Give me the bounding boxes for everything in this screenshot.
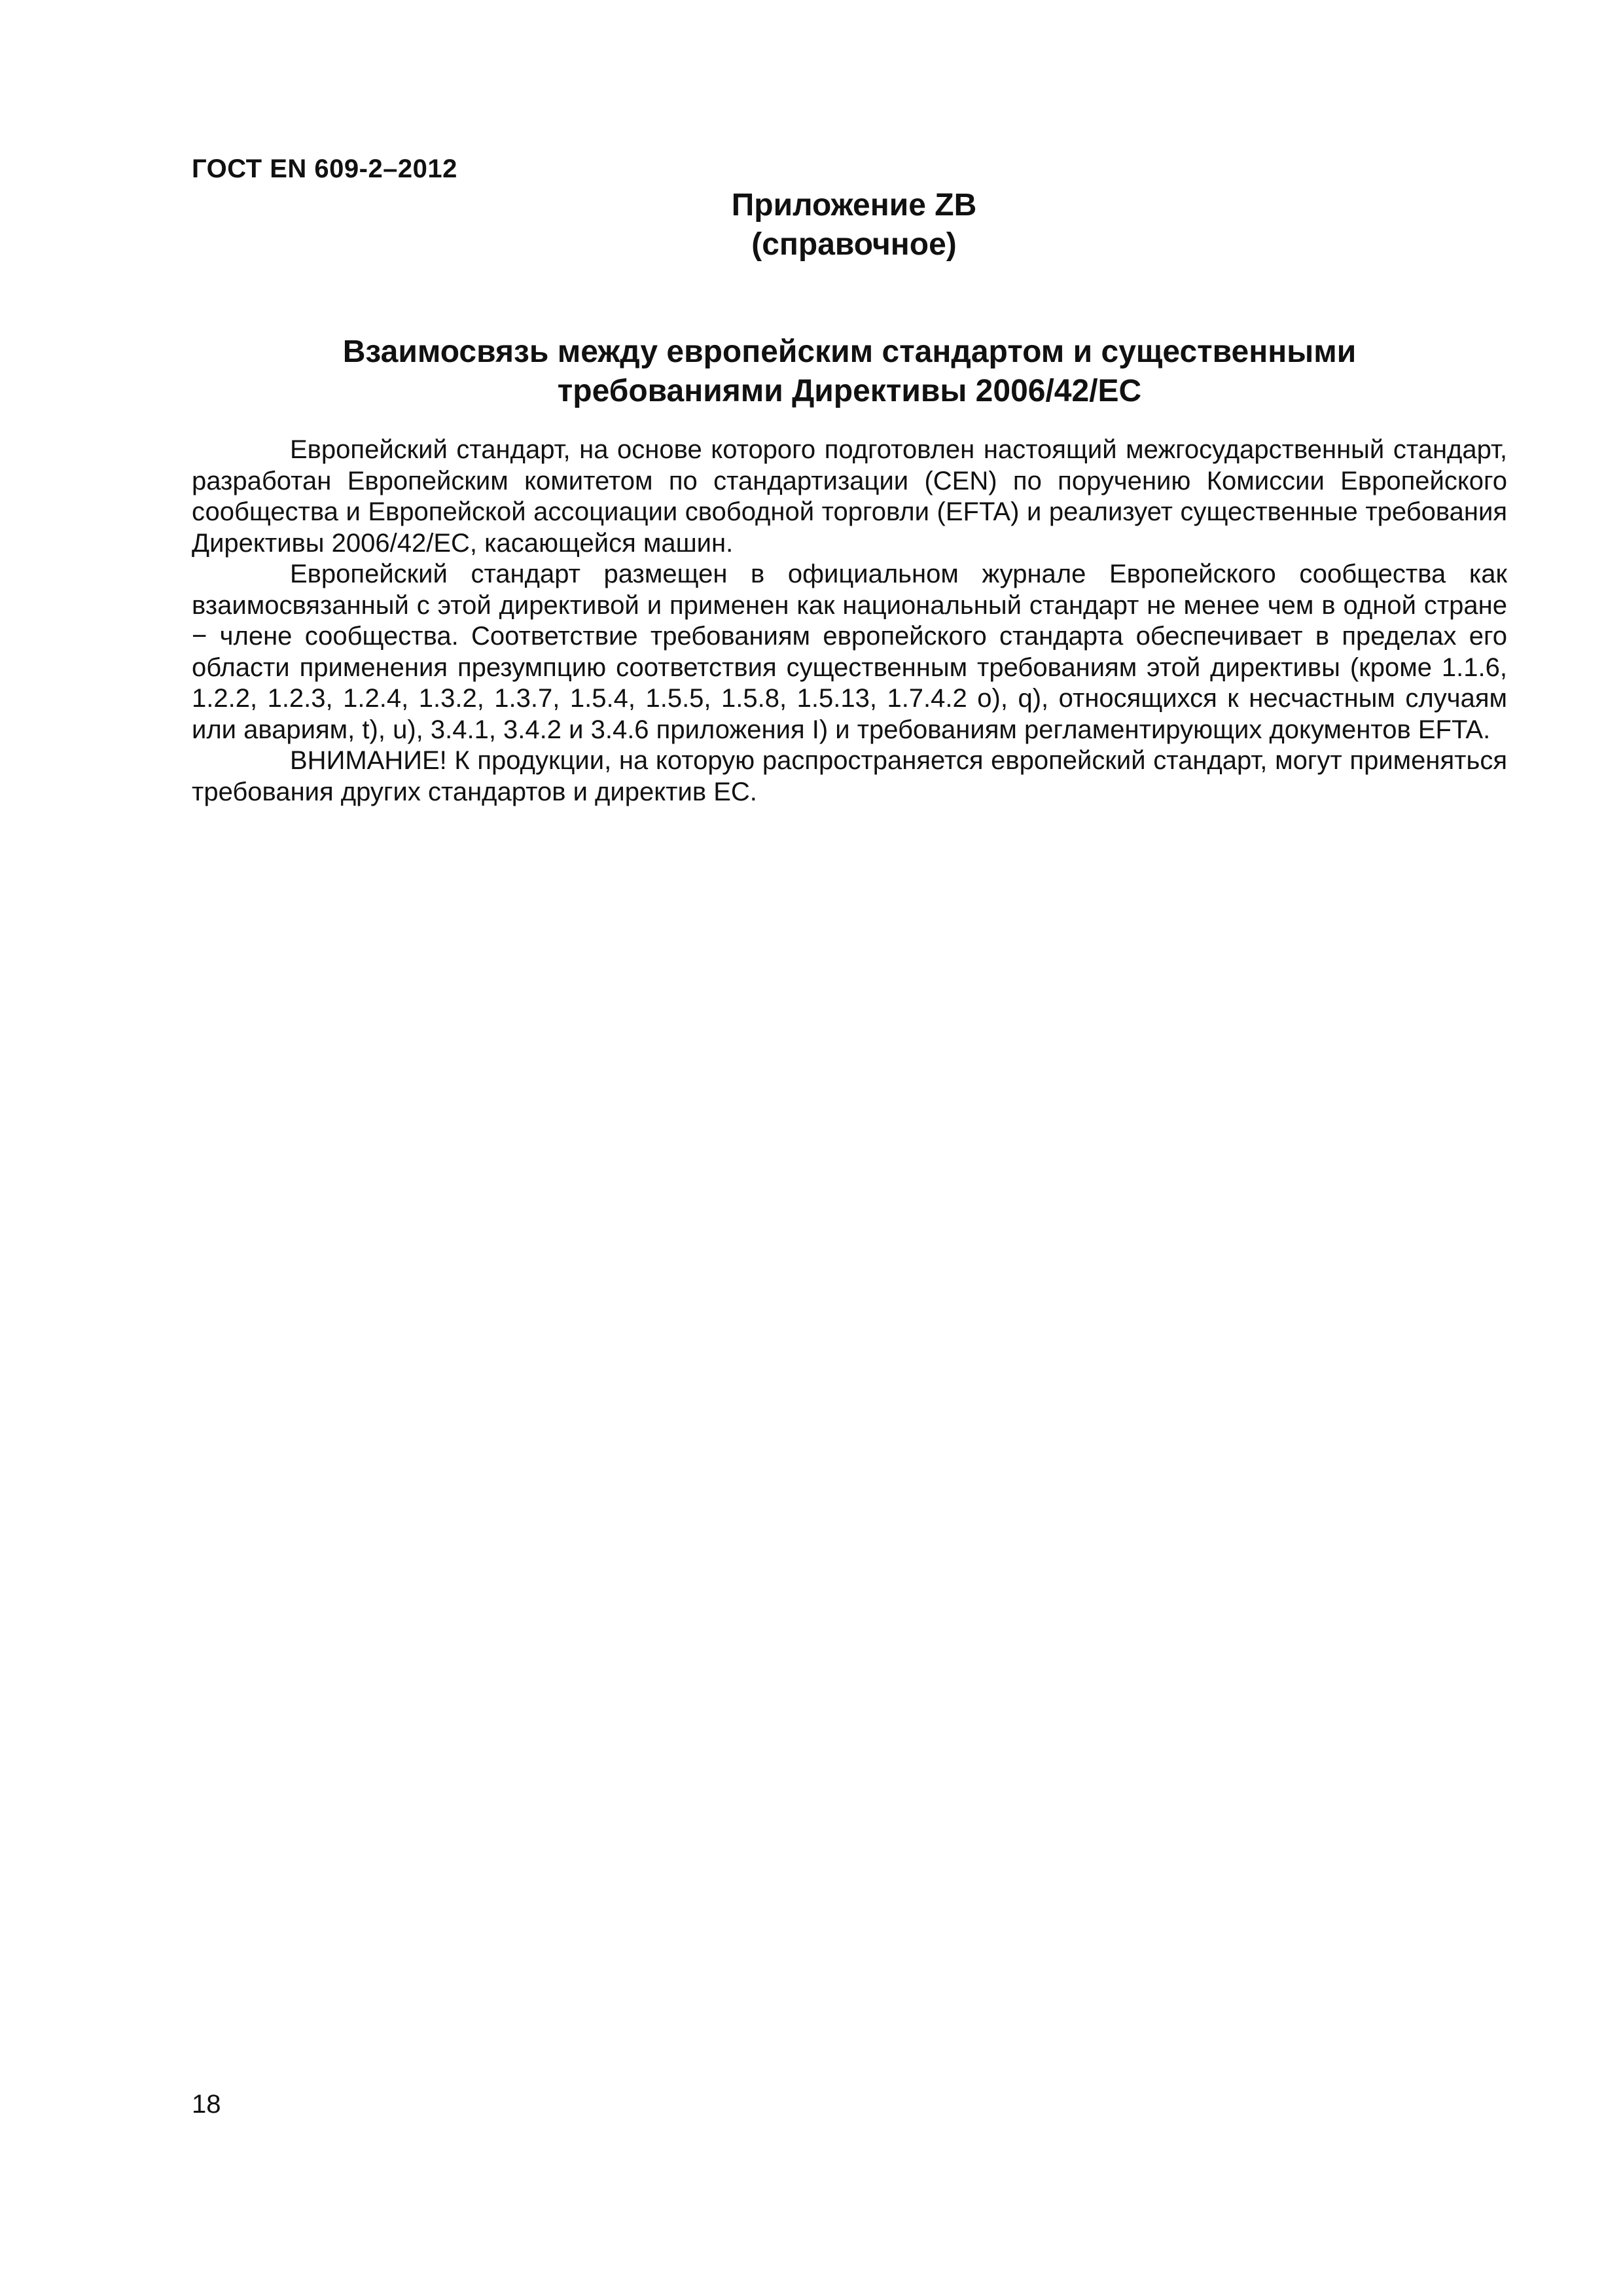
paragraph-2: Европейский стандарт размещен в официальном журнале Европейского сообщества как взаимосвязанный с этой директивой и применен как национальный стандарт не менее чем в одной стране − члене сообщества. Соответствие требованиям европейского стандарта обеспечивает в пределах его области применения презумпцию соответствия существенным требованиям этой директивы (кроме 1.1.6, 1.2.2, 1.2.3, 1.2.4, 1.3.2, 1.3.7, 1.5.4, 1.5.5, 1.5.8, 1.5.13, 1.7.4.2 o), q), относящихся к несчастным случаям или авариям, t), u), 3.4.1, 3.4.2 и 3.4.6 приложения I) и требованиям регламентирующих документов EFTA.	[192, 560, 1507, 744]
body-text	[192, 435, 1507, 808]
section-title	[192, 332, 1507, 411]
annex-title-line1: Приложение ZB	[731, 188, 977, 223]
annex-title	[0, 186, 1623, 264]
section-title-line1: Взаимосвязь между европейским стандартом и существенными	[342, 334, 1357, 369]
page-number: 18	[192, 2090, 221, 2119]
annex-title-line2: (справочное)	[751, 227, 957, 262]
section-title-line2: требованиями Директивы 2006/42/ЕС	[557, 374, 1142, 408]
document-code: ГОСТ EN 609-2–2012	[192, 154, 457, 183]
paragraph-3: ВНИМАНИЕ! К продукции, на которую распространяется европейский стандарт, могут применяться требования других стандартов и директив ЕС.	[192, 746, 1507, 806]
paragraph-1: Европейский стандарт, на основе которого подготовлен настоящий межгосударственный стандарт, разработан Европейским комитетом по стандартизации (CEN) по поручению Комиссии Европейского сообщества и Европейской ассоциации свободной торговли (EFTA) и реализует существенные требования Директивы 2006/42/ЕС, касающейся машин.	[192, 435, 1507, 558]
